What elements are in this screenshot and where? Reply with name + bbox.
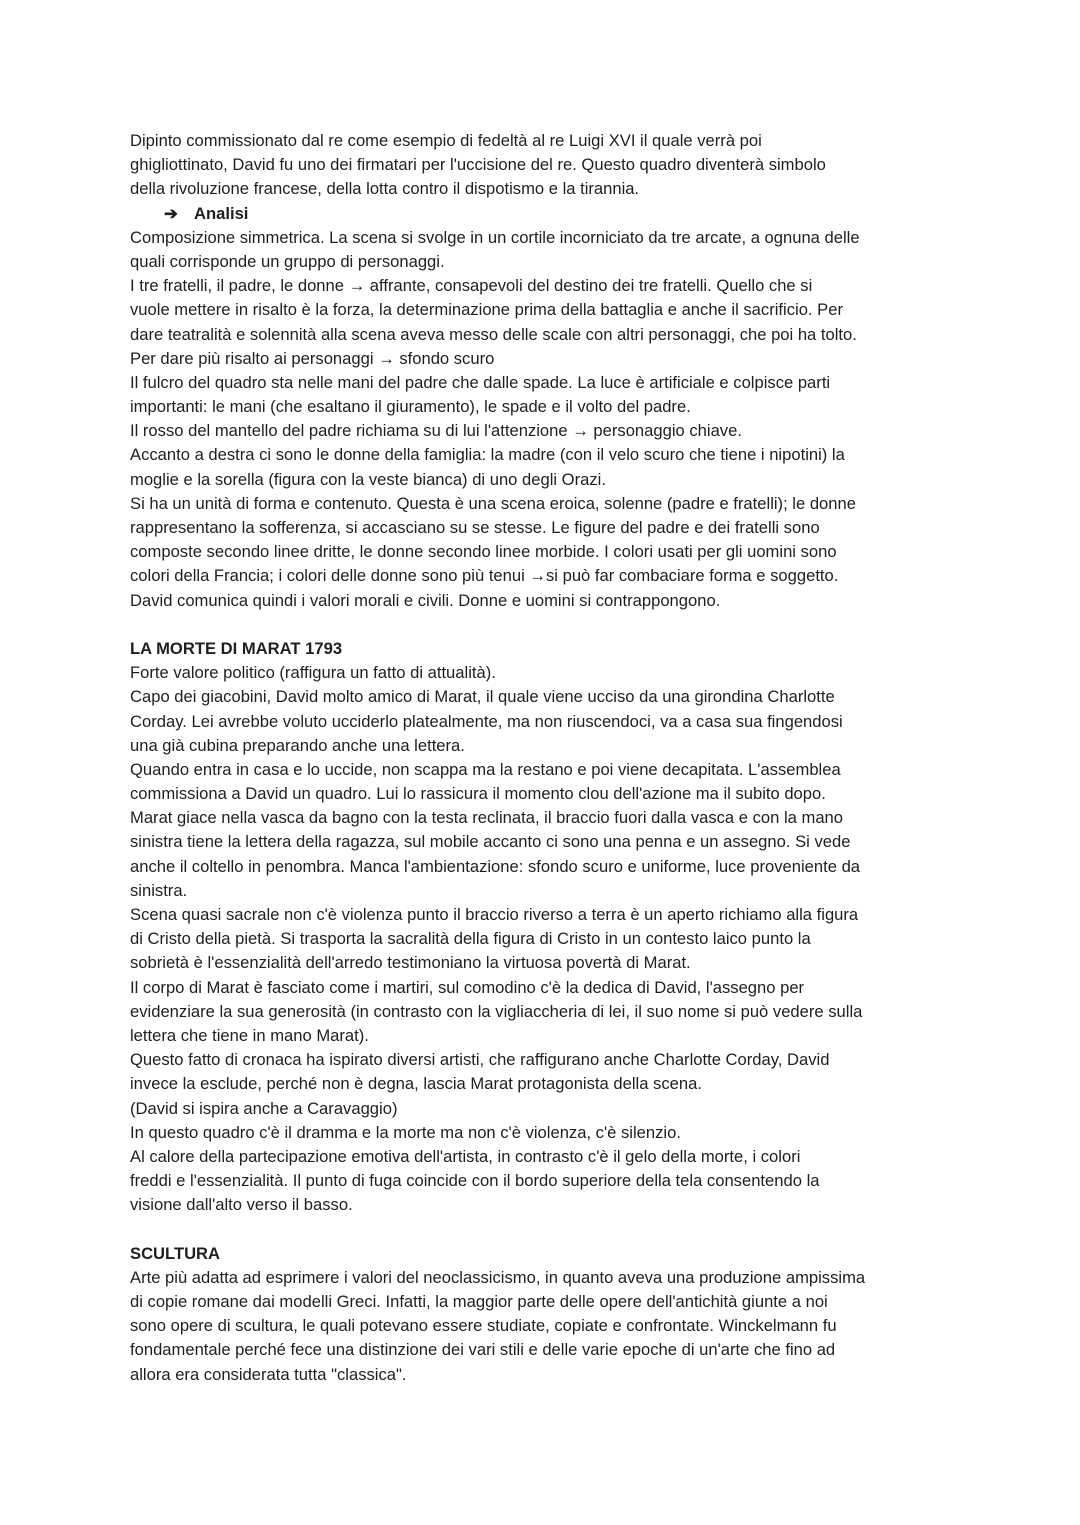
text-line: dare teatralità e solennità alla scena aveva messo delle scale con altri personaggi, che poi ha tolto.	[130, 324, 857, 344]
text-line: commissiona a David un quadro. Lui lo rassicura il momento clou dell'azione ma il subito dopo.	[130, 784, 826, 804]
blank-line	[130, 1217, 1030, 1241]
text-line: sobrietà è l'essenzialità dell'arredo testimoniano la virtuosa povertà di Marat.	[130, 953, 691, 973]
document-body	[130, 129, 1030, 1387]
text-line: Questo fatto di cronaca ha ispirato diversi artisti, che raffigurano anche Charlotte Corday, David	[130, 1050, 830, 1070]
text-line: allora era considerata tutta "classica".	[130, 1364, 407, 1384]
text-line: importanti: le mani (che esaltano il giuramento), le spade e il volto del padre.	[130, 397, 691, 417]
text-line: visione dall'alto verso il basso.	[130, 1195, 353, 1215]
text-line: Capo dei giacobini, David molto amico di Marat, il quale viene ucciso da una girondina Charlotte	[130, 687, 835, 707]
text-line: Il fulcro del quadro sta nelle mani del padre che dalle spade. La luce è artificiale e colpisce parti	[130, 372, 831, 392]
arrow-bullet-icon: ➔	[164, 203, 178, 223]
text-line: invece la esclude, perché non è degna, lascia Marat protagonista della scena.	[130, 1074, 702, 1094]
text-line: In questo quadro c'è il dramma e la morte ma non c'è violenza, c'è silenzio.	[130, 1122, 681, 1142]
section-heading: LA MORTE DI MARAT 1793	[130, 638, 343, 658]
text-line: Al calore della partecipazione emotiva dell'artista, in contrasto c'è il gelo della morte, i colori	[130, 1146, 801, 1166]
text-line: una già cubina preparando anche una lettera.	[130, 735, 465, 755]
text-line: Arte più adatta ad esprimere i valori del neoclassicismo, in quanto aveva una produzione ampissima	[130, 1267, 866, 1287]
text-line: Corday. Lei avrebbe voluto ucciderlo platealmente, ma non riuscendoci, va a casa sua fingendosi	[130, 711, 843, 731]
text-line: Il corpo di Marat è fasciato come i martiri, sul comodino c'è la dedica di David, l'assegno per	[130, 977, 805, 997]
text-line: Per dare più risalto ai personaggi → sfondo scuro	[130, 348, 495, 368]
text-line: freddi e l'essenzialità. Il punto di fuga coincide con il bordo superiore della tela consentendo la	[130, 1171, 820, 1191]
text-line: David comunica quindi i valori morali e civili. Donne e uomini si contrappongono.	[130, 590, 721, 610]
text-line: Scena quasi sacrale non c'è violenza punto il braccio riverso a terra è un aperto richiamo alla figura	[130, 905, 859, 924]
text-line: I tre fratelli, il padre, le donne → affrante, consapevoli del destino dei tre fratelli. Quello che si	[130, 276, 813, 296]
text-line: (David si ispira anche a Caravaggio)	[130, 1098, 398, 1118]
text-line: sinistra.	[130, 880, 188, 900]
text-line: evidenziare la sua generosità (in contrasto con la vigliaccheria di lei, il suo nome si può vedere sulla	[130, 1001, 863, 1021]
text-line: lettera che tiene in mano Marat).	[130, 1025, 369, 1045]
text-line: colori della Francia; i colori delle donne sono più tenui →si può far combaciare forma e soggetto.	[130, 566, 839, 586]
text-line: Il rosso del mantello del padre richiama su di lui l'attenzione → personaggio chiave.	[130, 421, 742, 441]
text-line: fondamentale perché fece una distinzione dei vari stili e delle varie epoche di un'arte che fino ad	[130, 1340, 836, 1360]
text-line: di copie romane dai modelli Greci. Infatti, la maggior parte delle opere dell'antichità giunte a noi	[130, 1292, 828, 1311]
text-line: rappresentano la sofferenza, si accasciano su se stesse. Le figure del padre e dei fratelli sono	[130, 518, 820, 537]
text-line: vuole mettere in risalto è la forza, la determinazione prima della battaglia e anche il sacrificio. Per	[130, 300, 843, 320]
text-line: Dipinto commissionato dal re come esempio di fedeltà al re Luigi XVI il quale verrà poi	[130, 131, 762, 150]
blank-line	[130, 613, 1030, 637]
subheading-text: Analisi	[194, 203, 249, 223]
text-line: composte secondo linee dritte, le donne secondo linee morbide. I colori usati per gli uomini sono	[130, 542, 837, 562]
text-line: Marat giace nella vasca da bagno con la testa reclinata, il braccio fuori dalla vasca e con la mano	[130, 808, 844, 828]
text-line: Forte valore politico (raffigura un fatto di attualità).	[130, 663, 496, 683]
text-line: sono opere di scultura, le quali potevano essere studiate, copiate e confrontate. Winckelmann fu	[130, 1316, 837, 1336]
text-line: Accanto a destra ci sono le donne della famiglia: la madre (con il velo scuro che tiene i nipotini) la	[130, 445, 845, 465]
text-line: ghigliottinato, David fu uno dei firmatari per l'uccisione del re. Questo quadro diventerà simbolo	[130, 155, 826, 175]
text-line: moglie e la sorella (figura con la veste bianca) di uno degli Orazi.	[130, 469, 606, 489]
text-line: quali corrisponde un gruppo di personaggi.	[130, 251, 445, 271]
text-line: anche il coltello in penombra. Manca l'ambientazione: sfondo scuro e uniforme, luce proveniente da	[130, 856, 861, 876]
text-line: Quando entra in casa e lo uccide, non scappa ma la restano e poi viene decapitata. L'assemblea	[130, 759, 841, 779]
text-line: della rivoluzione francese, della lotta contro il dispotismo e la tirannia.	[130, 179, 640, 199]
text-line: di Cristo della pietà. Si trasporta la sacralità della figura di Cristo in un contesto laico punto la	[130, 929, 811, 949]
text-line: Si ha un unità di forma e contenuto. Questa è una scena eroica, solenne (padre e fratelli); le donne	[130, 493, 856, 513]
text-line: Composizione simmetrica. La scena si svolge in un cortile incorniciato da tre arcate, a ognuna delle	[130, 227, 860, 247]
text-line: sinistra tiene la lettera della ragazza, sul mobile accanto ci sono una penna e un assegno. Si vede	[130, 832, 851, 852]
subheading-analisi	[130, 202, 1030, 226]
section-heading: SCULTURA	[130, 1243, 221, 1263]
